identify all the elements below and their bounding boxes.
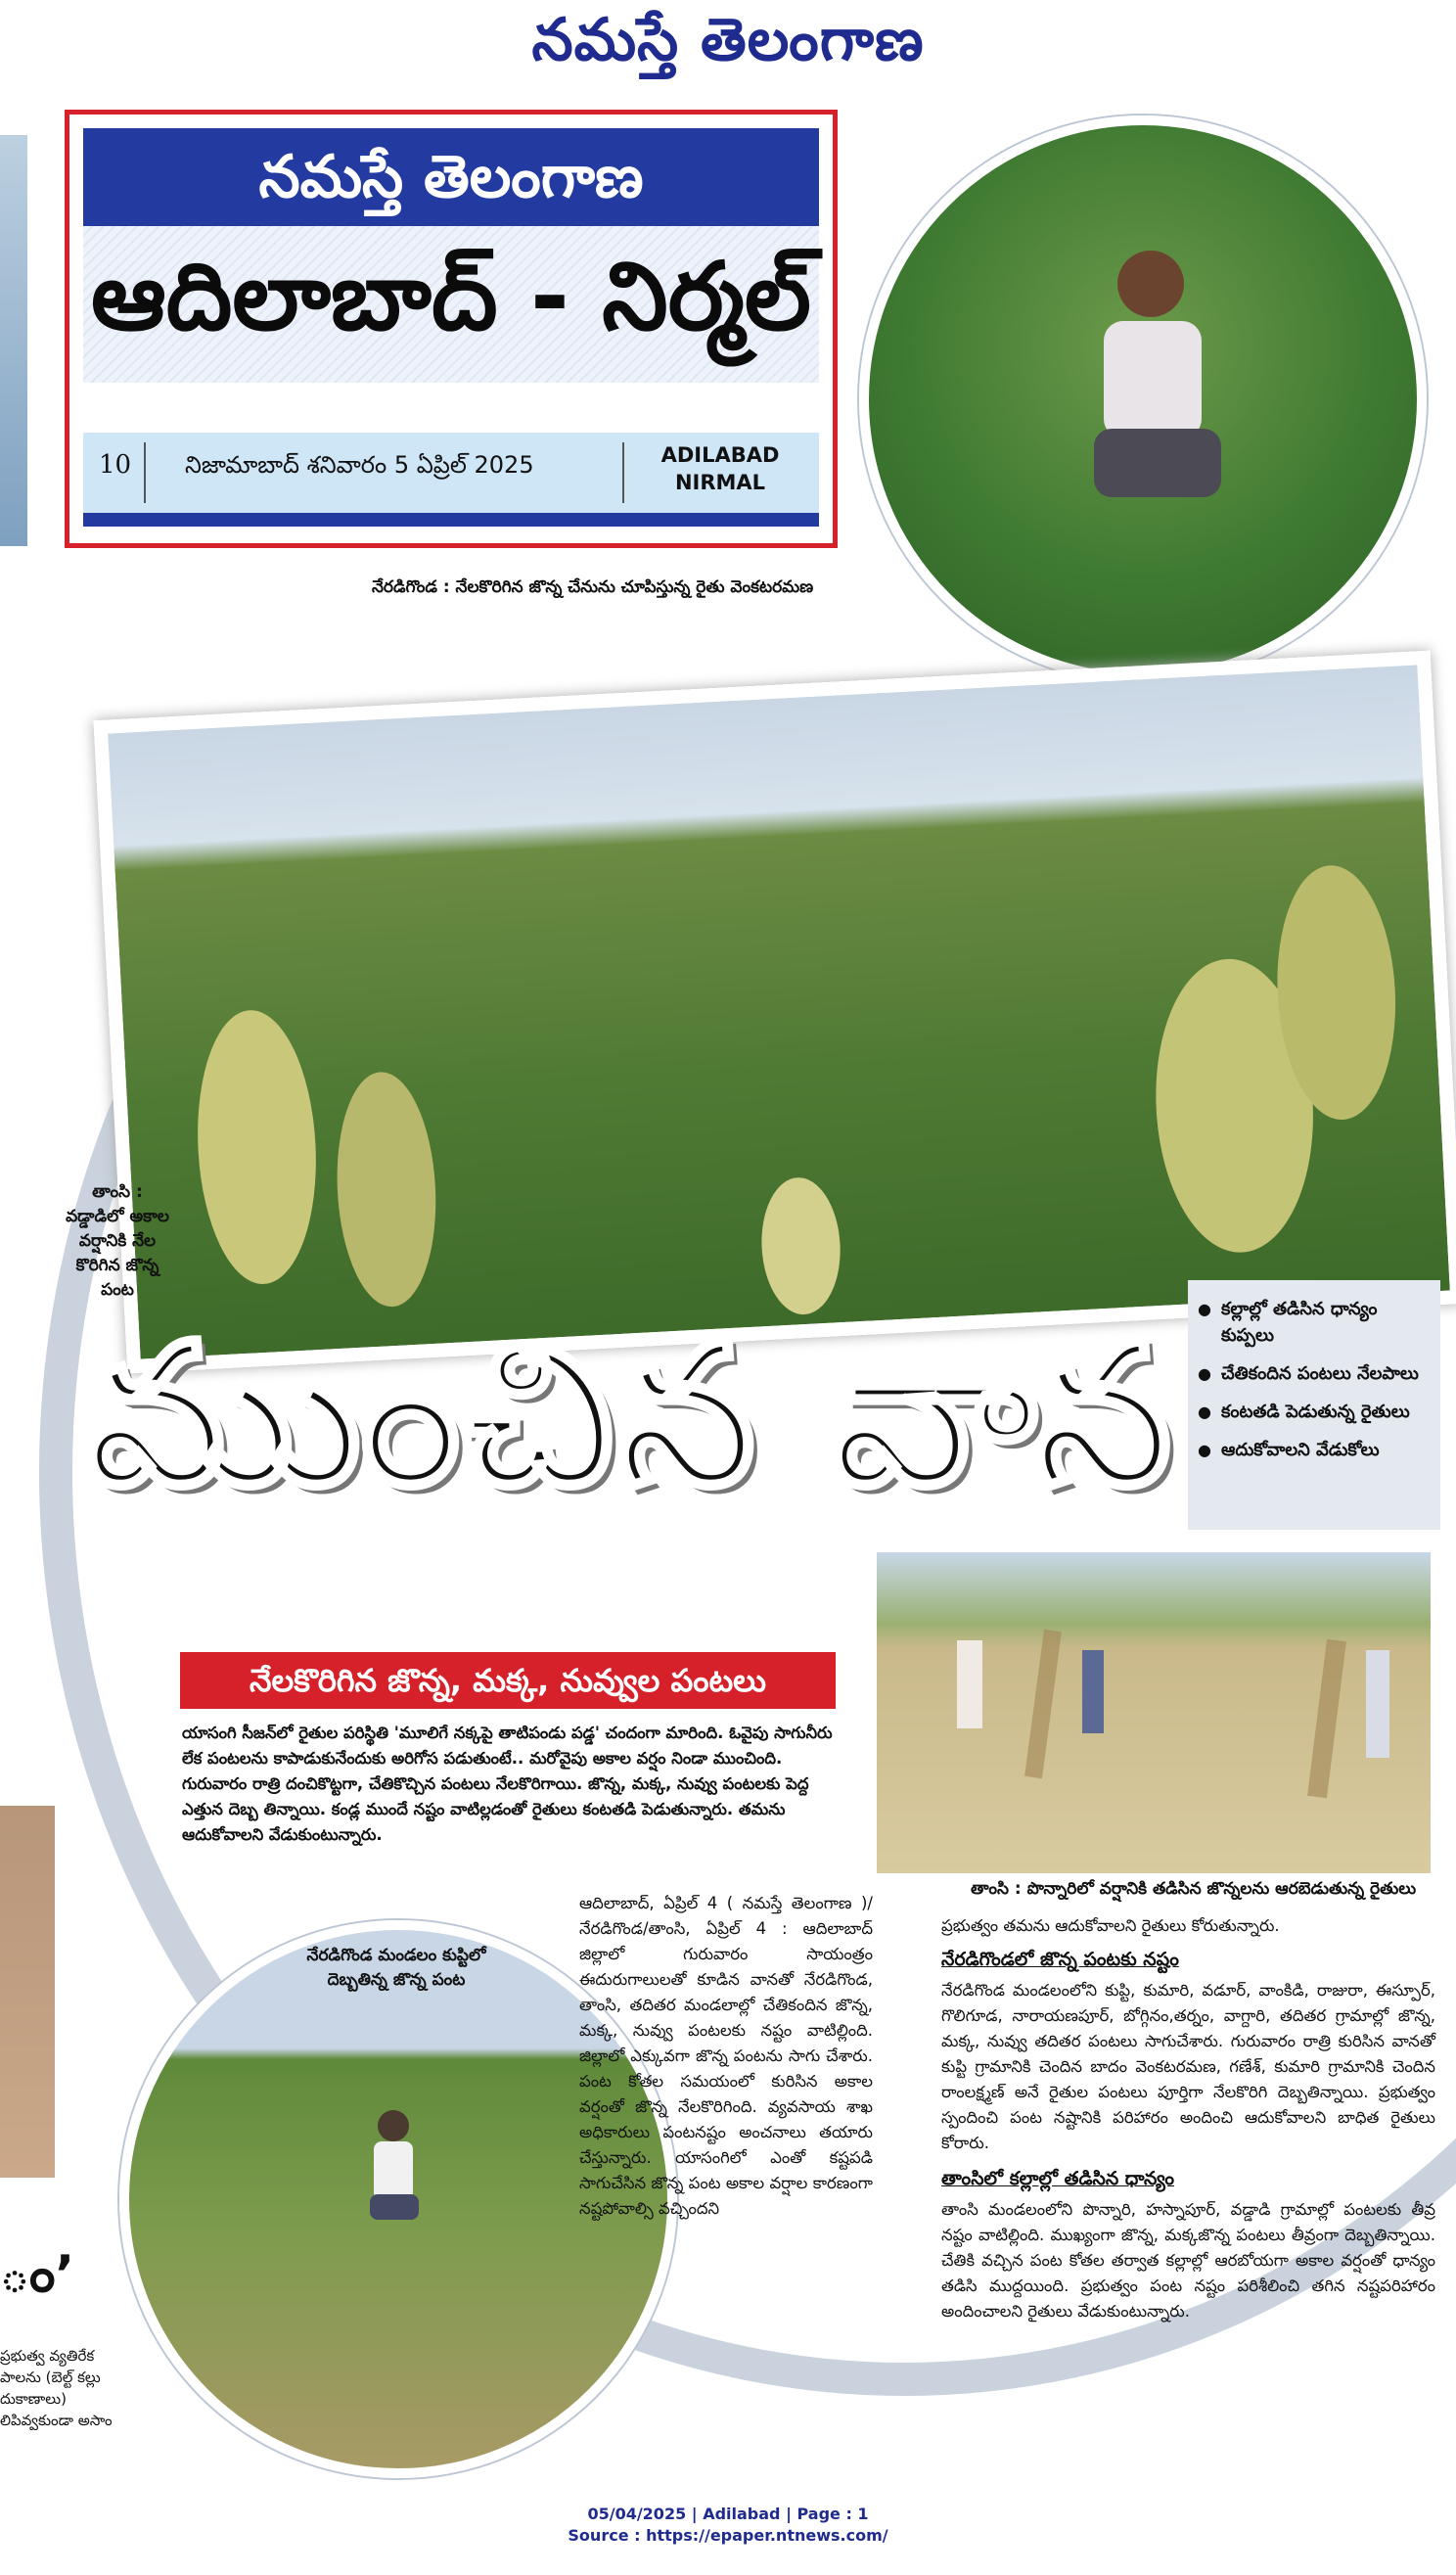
highlight-item: ● కల్లాల్లో తడిసిన ధాన్యం కుప్పలు: [1221, 1296, 1431, 1349]
tamsi-caption-line: తాంసి :: [92, 1182, 143, 1202]
highlight-item: ● చేతికందిన పంటలు నేలపాలు: [1221, 1360, 1431, 1387]
subheadline: నేలకొరిగిన జొన్న, మక్క, నువ్వుల పంటలు: [180, 1652, 836, 1709]
footer-source-link[interactable]: Source : https://epaper.ntnews.com/: [568, 2526, 888, 2545]
neighbor-photo-top: [0, 135, 27, 546]
field-caption: [254, 1944, 538, 1993]
column-2-intro: ప్రభుత్వం తమను ఆదుకోవాలని రైతులు కోరుతున్నారు.: [941, 1916, 1280, 1935]
neighbor-text-fragment: ప్రభుత్వ వ్యతిరేక పాలను (బెల్ట్ కల్లు దుకాణాలు) లిపివ్వకుండా అసాం: [0, 2347, 113, 2429]
page-footer: [0, 2504, 1456, 2547]
edition-name: ఆదిలాబాద్ - నిర్మల్: [91, 242, 811, 351]
tamsi-caption: [59, 1180, 176, 1303]
article-column-2: [941, 1913, 1435, 2324]
highlight-item: ● ఆదుకోవాలని వేడుకోలు: [1221, 1437, 1431, 1463]
masthead-title: నమస్తే తెలంగాణ: [531, 6, 925, 74]
headline: ముంచిన వాన: [86, 1302, 1176, 1530]
footer-dateline: 05/04/2025 | Adilabad | Page : 1: [587, 2505, 869, 2523]
subhead-tamsi: తాంసిలో కల్లాల్లో తడిసిన ధాన్యం: [941, 2168, 1175, 2189]
paragraph-tamsi: తాంసి మండలంలోని పొన్నారి, హస్నాపూర్, వడ్డాడి గ్రామాల్లో పంటలకు తీవ్ర నష్టం వాటిల్లింది. ముఖ్యంగా జొన్న, మక్కజొన్న పంటలు తీవ్రంగా దెబ్బతిన్నాయి. చేతికి వచ్చిన పంట కోతల తర్వాత కల్లాల్లో ఆరబోయగా అకాల వర్షంతో ధాన్యం తడిసి ముద్దయింది. ప్రభుత్వం పంట నష్టం పరిశీలించి తగిన నష్టపరిహారం అందించాలని రైతులు వేడుకుంటున్నారు.: [941, 2200, 1435, 2321]
thresh-caption: తాంసి : పొన్నారిలో వర్షానికి తడిసిన జొన్నలను ఆరబెడుతున్న రైతులు: [971, 1879, 1417, 1899]
article-column-1: ఆదిలాబాద్, ఏప్రిల్ 4 ( నమస్తే తెలంగాణ )/నేరడిగొండ/తాంసి, ఏప్రిల్ 4 : ఆదిలాబాద్ జిల్లాలో గురువారం సాయంత్రం ఈదురుగాలులతో కూడిన వానతో నేరడిగొండ, తాంసి, తదితర మండలాల్లో చేతికందిన జొన్న, మక్క, నువ్వు పంటలకు నష్టం వాటిల్లింది. జిల్లాలో ఎక్కువగా జొన్న పంటను సాగు చేశారు. పంట కోతల సమయంలో కురిసిన అకాల వర్షంతో జొన్న నేలకొరిగింది. వ్యవసాయ శాఖ అధికారులు పంటనష్టం అంచనాలు తయారు చేస్తున్నారు. యాసంగిలో ఎంతో కష్టపడి సాగుచేసిన జొన్న పంట అకాల వర్షాల కారణంగా నష్టపోవాల్సి వచ్చిందని: [579, 1894, 873, 2218]
header-bottom-rule: [83, 513, 819, 527]
crop-photo: [93, 651, 1456, 1374]
neighbor-photo-bottom: [0, 1806, 55, 2178]
divider: [622, 442, 624, 503]
tamsi-caption-line: వడ్డాడిలో అకాల: [66, 1207, 169, 1226]
edition-header: [65, 110, 838, 548]
crop-scene: [108, 665, 1450, 1358]
farmer-photo: [859, 115, 1427, 683]
lead-paragraph: యాసంగి సీజన్‌లో రైతుల పరిస్థితి 'మూలిగే నక్కపై తాటిపండు పడ్డ' చందంగా మారింది. ఓవైపు సాగునీరు లేక పంటలను కాపాడుకునేందుకు అరిగోస పడుతుంటే.. మరోవైపు అకాల వర్షం నిండా ముంచింది. గురువారం రాత్రి దంచికొట్టగా, చేతికొచ్చిన పంటలు నేలకొరిగాయి. జొన్న, మక్క, నువ్వు పంటలకు పెద్ద ఎత్తున దెబ్బ తిన్నాయి. కండ్ల ముందే నష్టం వాటిల్లడంతో రైతులు కంటతడి పెడుతున్నారు. తమను ఆదుకోవాలని వేడుకుంటున్నారు.: [182, 1724, 833, 1844]
farmer-caption: నేరడిగొండ : నేలకొరిగిన జొన్న చేనును చూపిస్తున్న రైతు వెంకటరమణ: [372, 577, 814, 597]
field-caption-line: దెబ్బతిన్న జొన్న పంట: [327, 1970, 466, 1990]
highlight-item: ● కంటతడి పెడుతున్న రైతులు: [1221, 1399, 1431, 1425]
tamsi-caption-line: వర్షానికి నేల: [78, 1231, 157, 1251]
thresh-scene: [877, 1552, 1431, 1873]
highlights-box: [1188, 1280, 1440, 1530]
page-number: 10: [99, 450, 132, 480]
edition-code-line2: NIRMAL: [674, 471, 766, 494]
farmer-figure: [1035, 233, 1260, 546]
edition-code: [647, 441, 794, 496]
divider: [144, 442, 146, 503]
edition-code-line1: ADILABAD: [660, 443, 780, 467]
thresh-photo: [877, 1552, 1431, 1873]
dateline: నిజామాబాద్ శనివారం 5 ఏప్రిల్ 2025: [185, 451, 534, 479]
neighbor-headline-fragment: ం’: [0, 2245, 75, 2304]
tamsi-caption-line: కొరిగిన జొన్న: [75, 1256, 159, 1275]
subhead-neradigonda: నేరడిగొండలో జొన్న పంటకు నష్టం: [941, 1949, 1179, 1970]
tamsi-caption-line: పంట: [101, 1280, 134, 1300]
paper-name: నమస్తే తెలంగాణ: [83, 128, 819, 226]
field-caption-line: నేరడిగొండ మండలం కుప్టిలో: [306, 1946, 486, 1965]
paragraph-neradigonda: నేరడిగొండ మండలంలోని కుప్టి, కుమారి, వడూర్, వాంకిడి, రాజురా, ఈస్పూర్, గొలిగూడ, నారాయణపూర్, బోగ్గినం,తర్నం, వాగ్దారి, తదితర గ్రామాల్లో జొన్న, మక్క, నువ్వు తదితర పంటలు సాగుచేశారు. గురువారం రాత్రి కురిసిన వానతో కుప్టి గ్రామానికి చెందిన బాదం వెంకటరమణ, గణేశ్, కుమారి గ్రామానికి చెందిన రాంలక్ష్మణ్ అనే రైతుల పంటలు పూర్తిగా నేలకొరిగి దెబ్బతిన్నాయి. ప్రభుత్వం స్పందించి పంట నష్టానికి పరిహారం అందించి ఆదుకోవాలని బాధిత రైతులు కోరారు.: [941, 1981, 1435, 2152]
